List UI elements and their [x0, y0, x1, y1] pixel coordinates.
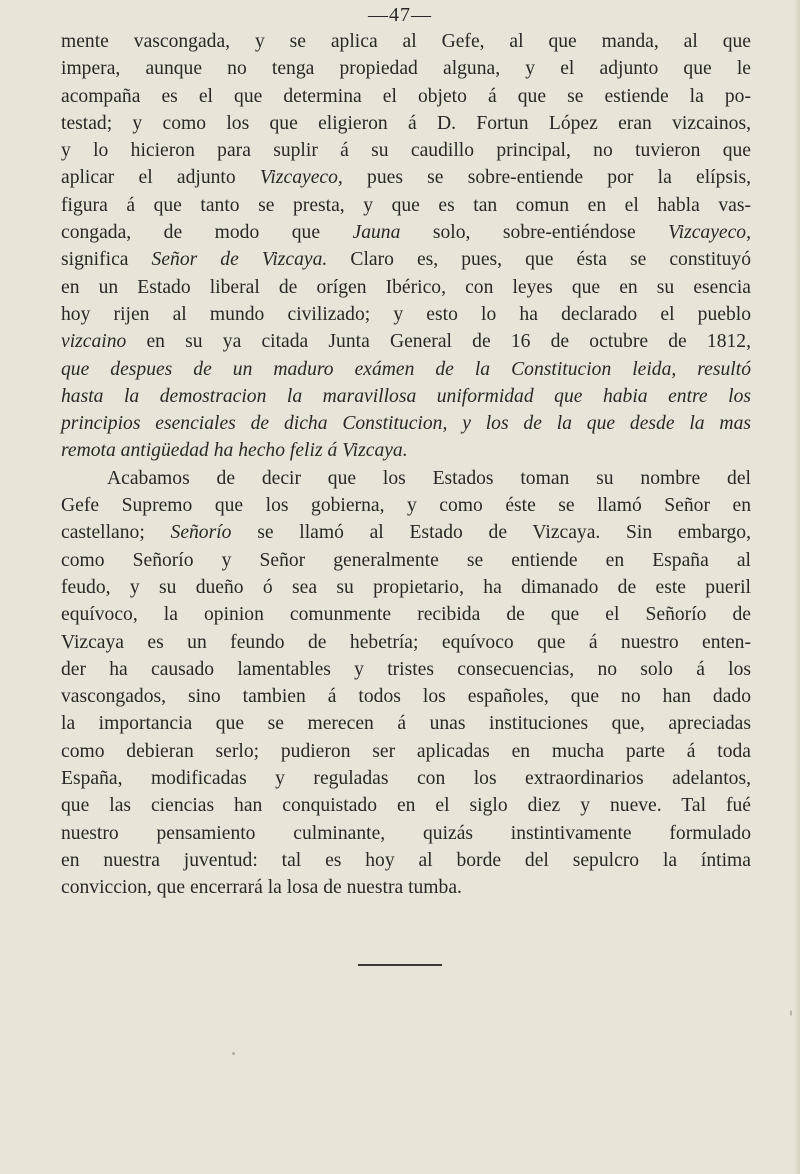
text-segment: en su ya citada Junta General de 16 de octubre de 1812,	[126, 331, 751, 353]
text-line	[61, 356, 751, 383]
text-line	[61, 820, 751, 847]
text-line	[61, 847, 751, 874]
text-line	[61, 110, 751, 137]
text-segment: como debieran serlo; pudieron ser aplicadas en mucha parte á toda	[61, 740, 751, 762]
text-segment: impera, aunque no tenga propiedad alguna, y el adjunto que le	[61, 58, 751, 80]
text-segment: congada, de modo que	[61, 222, 353, 244]
text-segment: significa	[61, 249, 152, 271]
text-segment: solo, sobre-entiéndose	[400, 222, 669, 244]
italic-text: Jauna	[352, 222, 401, 244]
text-line	[61, 874, 751, 901]
paper-speck	[232, 1052, 235, 1055]
text-segment: vascongados, sino tambien á todos los españoles, que no han dado	[61, 686, 751, 708]
text-segment: en un Estado liberal de orígen Ibérico, con leyes que en su esencia	[61, 276, 751, 298]
text-segment: la importancia que se merecen á unas instituciones que, apreciadas	[61, 713, 751, 735]
text-line	[61, 55, 751, 82]
text-segment: mente vascongada, y se aplica al Gefe, al que manda, al que	[61, 31, 751, 52]
text-line	[61, 519, 751, 546]
italic-text: principios esenciales de dicha Constitucion, y los de la que desde la mas	[61, 413, 751, 435]
italic-text: Vizcayeco,	[668, 222, 752, 244]
text-segment: Gefe Supremo que los gobierna, y como éste se llamó Señor en	[61, 495, 751, 517]
text-line	[61, 683, 751, 710]
text-segment: nuestro pensamiento culminante, quizás instintivamente formulado	[61, 822, 751, 844]
italic-text: vizcaino	[61, 331, 127, 353]
text-segment: Vizcaya es un feundo de hebetría; equívoco que á nuestro enten-	[61, 631, 751, 653]
text-segment: conviccion, que encerrará la losa de nuestra tumba.	[61, 877, 462, 899]
page-number: —47—	[368, 4, 432, 26]
text-line	[61, 28, 751, 55]
text-segment: feudo, y su dueño ó sea su propietario, ha dimanado de este pueril	[61, 576, 751, 598]
italic-text: Vizcayeco,	[259, 167, 343, 189]
text-line	[61, 738, 751, 765]
text-segment: acompaña es el que determina el objeto á que se estiende la po-	[61, 85, 751, 107]
text-segment: España, modificadas y reguladas con los extraordinarios adelantos,	[61, 768, 751, 790]
text-line	[61, 547, 751, 574]
page-edge	[794, 0, 800, 1174]
text-line	[61, 765, 751, 792]
text-line	[61, 301, 751, 328]
text-line	[61, 629, 751, 656]
text-segment: equívoco, la opinion comunmente recibida de que el Señorío de	[61, 604, 751, 626]
text-segment: Acabamos de decir que los Estados toman su nombre del	[107, 467, 751, 489]
text-line	[61, 246, 751, 273]
text-segment: hoy rijen al mundo civilizado; y esto lo ha declarado el pueblo	[61, 303, 751, 325]
text-line	[61, 437, 751, 464]
text-line	[61, 574, 751, 601]
text-segment: figura á que tanto se presta, y que es tan comun en el habla vas-	[61, 194, 751, 216]
text-segment: en nuestra juventud: tal es hoy al borde del sepulcro la íntima	[61, 849, 751, 871]
text-line	[61, 164, 751, 191]
end-rule	[358, 964, 442, 966]
text-segment: que las ciencias han conquistado en el siglo diez y nueve. Tal fué	[61, 795, 751, 817]
text-segment: aplicar el adjunto	[61, 167, 260, 189]
text-segment: como Señorío y Señor generalmente se entiende en España al	[61, 549, 751, 571]
text-segment: castellano;	[61, 522, 171, 544]
text-segment: se llamó al Estado de Vizcaya. Sin embargo,	[231, 522, 751, 544]
text-line	[61, 656, 751, 683]
text-segment: der ha causado lamentables y tristes consecuencias, no solo á los	[61, 658, 751, 680]
text-line	[61, 601, 751, 628]
text-line	[61, 219, 751, 246]
text-segment: y lo hicieron para suplir á su caudillo principal, no tuvieron que	[61, 140, 751, 162]
text-line	[61, 383, 751, 410]
text-line	[61, 492, 751, 519]
italic-text: hasta la demostracion la maravillosa uniformidad que habia entre los	[61, 385, 751, 407]
body-text	[61, 28, 751, 902]
italic-text: Señorío	[170, 522, 232, 544]
text-line	[61, 792, 751, 819]
paper-speck	[790, 1010, 792, 1016]
italic-text: que despues de un maduro exámen de la Constitucion leida, resultó	[61, 358, 751, 380]
text-segment: testad; y como los que eligieron á D. Fortun López eran vizcainos,	[61, 112, 751, 134]
text-segment: Claro es, pues, que ésta se constituyó	[327, 249, 751, 271]
italic-text: remota antigüedad ha hecho feliz á Vizcaya.	[61, 440, 408, 462]
text-line	[61, 465, 751, 492]
text-line	[61, 137, 751, 164]
italic-text: Señor de Vizcaya.	[151, 249, 328, 271]
text-segment: pues se sobre-entiende por la elípsis,	[342, 167, 751, 189]
text-line	[61, 192, 751, 219]
text-line	[61, 328, 751, 355]
text-line	[61, 83, 751, 110]
text-line	[61, 710, 751, 737]
text-line	[61, 274, 751, 301]
text-line	[61, 410, 751, 437]
